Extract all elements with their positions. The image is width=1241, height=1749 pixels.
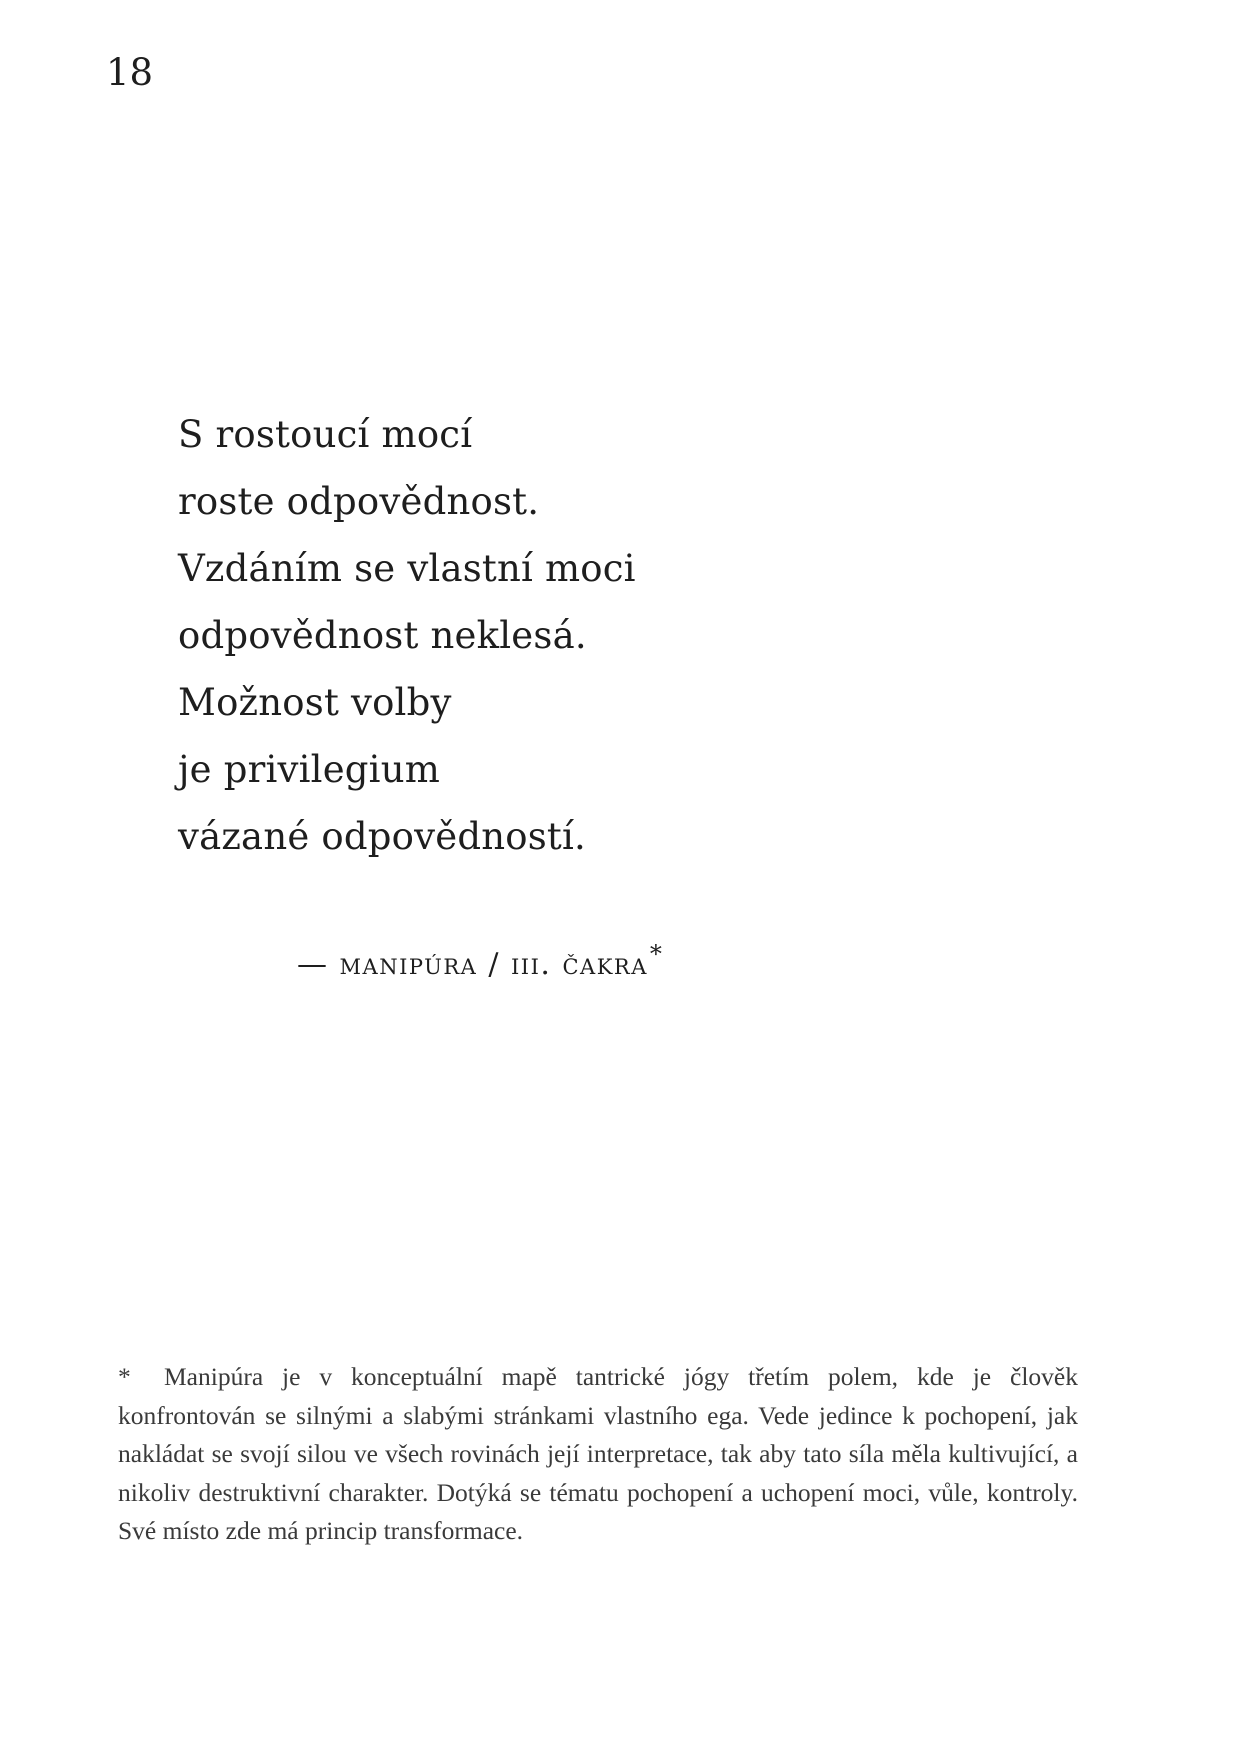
poem-line: vázané odpovědností. — [178, 815, 586, 858]
poem-line: odpovědnost neklesá. — [178, 614, 587, 657]
footnote-marker: * — [118, 1362, 131, 1391]
footnote-text: Manipúra je v konceptuální mapě tantrické jógy třetím polem, kde je člověk konfrontován se silnými a slabými stránkami vlastního ega. Vede jedince k pochopení, jak nakládat se svojí silou ve všech rovinách její interpretace, tak aby tato síla měla kultivující, a nikoliv destruktivní charakter. Dotýká se tématu pochopení a uchopení moci, vůle, kontroly. Své místo zde má princip transformace. — [118, 1362, 1078, 1545]
poem-line: je privilegium — [178, 748, 441, 791]
page-number: 18 — [106, 51, 154, 94]
poem-line: S rostoucí mocí — [178, 413, 473, 456]
poem-line: roste odpovědnost. — [178, 480, 540, 523]
footnote — [118, 1358, 1078, 1551]
poem-line: Vzdáním se vlastní moci — [178, 547, 636, 590]
attribution-dash: — — [297, 947, 329, 982]
poem-line: Možnost volby — [178, 681, 452, 724]
poem — [178, 401, 636, 870]
poem-attribution — [297, 940, 663, 982]
attribution-text: manipúra / iii. čakra — [339, 947, 648, 982]
footnote-paragraph — [118, 1358, 1078, 1551]
footnote-reference[interactable]: * — [649, 940, 664, 968]
